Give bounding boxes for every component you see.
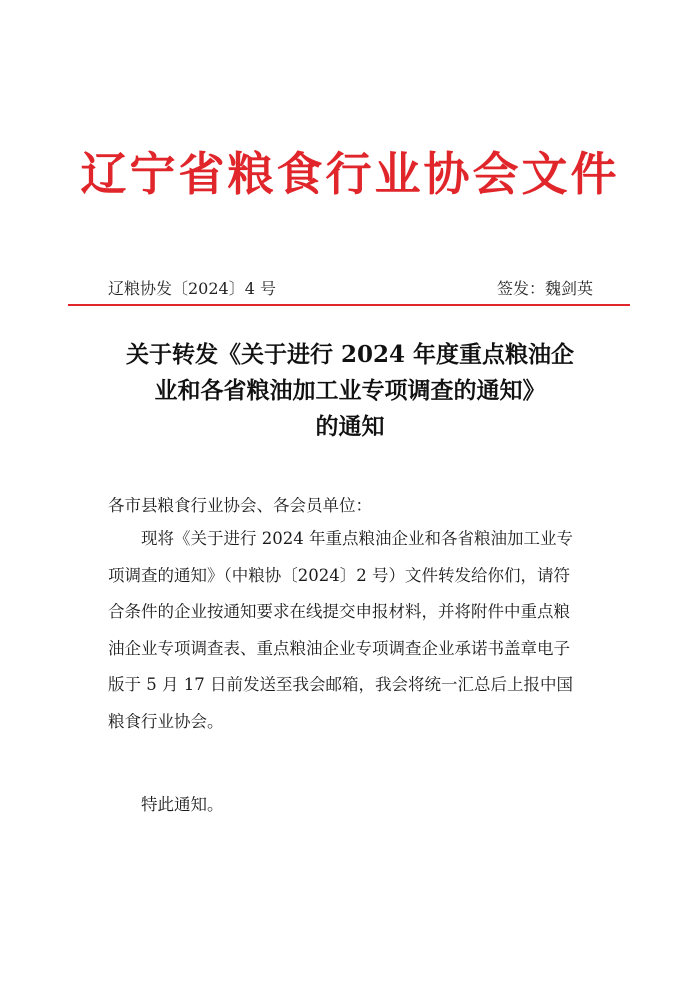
closing-line: 特此通知。 xyxy=(141,795,224,814)
document-title xyxy=(80,337,620,445)
paragraph-line: 版于 5 月 17 日前发送至我会邮箱，我会将统一汇总后上报中国 xyxy=(108,675,573,694)
paragraph-line: 项调查的通知》（中粮协〔2024〕2 号）文件转发给你们，请符 xyxy=(108,565,570,585)
paragraph-line: 粮食行业协会。 xyxy=(108,711,224,731)
title-line: 关于转发《关于进行 2024 年度重点粮油企 xyxy=(125,341,575,368)
paragraph-line: 油企业专项调查表、重点粮油企业专项调查企业承诺书盖章电子 xyxy=(108,638,570,658)
paragraph-line: 现将《关于进行 2024 年重点粮油企业和各省粮油加工业专 xyxy=(141,529,573,548)
red-divider-line xyxy=(68,304,630,306)
document-number: 辽粮协发〔2024〕4 号 xyxy=(108,279,276,298)
title-line: 业和各省粮油加工业专项调查的通知》 xyxy=(154,377,546,404)
recipients-line: 各市县粮食行业协会、各会员单位： xyxy=(108,496,372,515)
organization-header: 辽宁省粮食行业协会文件 xyxy=(80,147,620,201)
body-paragraph xyxy=(108,521,596,740)
title-line: 的通知 xyxy=(315,413,385,440)
paragraph-line: 合条件的企业按通知要求在线提交申报材料，并将附件中重点粮 xyxy=(108,602,570,621)
signatory: 签发：魏剑英 xyxy=(496,279,593,298)
